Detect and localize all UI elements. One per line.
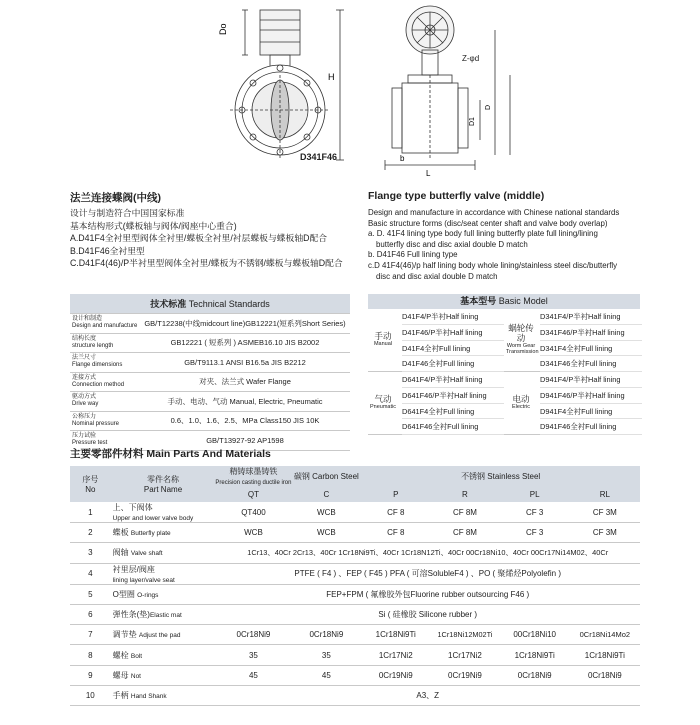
svg-text:D1: D1 xyxy=(469,117,476,126)
table-row: 1 上、下阀体 Upper and lower valve body QT400 WCB CF 8 CF 8M CF 3 CF 3M xyxy=(70,502,640,523)
list-item: D941F4全衬Full lining xyxy=(540,404,642,420)
list-item: D41F46/P半衬Half lining xyxy=(402,325,504,341)
model-group: 手动 Manual D41F4/P半衬Half lining D41F46/P半衬Half lining D41F4全衬Full lining D41F46全衬Full lining 蜗轮传动 Worm Gear Transmission D341F4/P半衬Half lining D341F46/P半衬Half lining D341F4全衬Full lining D341F46全衬Full lining xyxy=(368,309,640,372)
intro-line: B.D41F46全衬里型 xyxy=(70,245,145,256)
intro-body-cn xyxy=(70,207,343,270)
table-row: 连接方式 Connection method 对夹、法兰式 Wafer Flange xyxy=(70,372,350,392)
svg-text:b: b xyxy=(400,154,405,163)
list-item: D641F4全衬Full lining xyxy=(402,404,504,420)
tech-header: 技术标准 Technical Standards xyxy=(70,294,350,314)
table-header-row xyxy=(70,466,640,486)
table-row: 驱动方式 Drive way 手动、电动、气动 Manual, Electric, Pneumatic xyxy=(70,392,350,412)
table-row: 7 调节垫 Adjust the pad 0Cr18Ni9 0Cr18Ni9 1Cr18Ni9Ti 1Cr18Ni12M02Ti 00Cr18Ni10 0Cr18Ni14Mo2 xyxy=(70,625,640,645)
list-item: D641F46全衬Full lining xyxy=(402,419,504,435)
model-label: D341F46 xyxy=(300,152,338,162)
intro-line: 设计与制造符合中国国家标准 xyxy=(70,208,185,218)
table-row: 2 蝶板 Butterfly plate WCB WCB CF 8 CF 8M CF 3 CF 3M xyxy=(70,523,640,543)
model-group: 气动 Pneumatic D641F4/P半衬Half lining D641F46/P半衬Half lining D641F4全衬Full lining D641F46全衬Full lining 电动 Electric D941F4/P半衬Half lining D941F46/P半衬Half lining D941F4全衬Full lining D941F46全衬Full lining xyxy=(368,372,640,435)
list-item: D41F46全衬Full lining xyxy=(402,356,504,372)
materials-table xyxy=(70,466,640,706)
table-row: 8 螺栓 Bolt 35 35 1Cr17Ni2 1Cr17Ni2 1Cr18Ni9Ti 1Cr18Ni9Ti xyxy=(70,645,640,665)
header-part: 零件名称 Part Name xyxy=(143,475,183,494)
list-item: D641F46/P半衬Half lining xyxy=(402,388,504,404)
technical-standards-table xyxy=(70,294,350,451)
intro-line: a. D. 41F4 lining type body full lining butterfly plate full lining/lining xyxy=(368,229,598,239)
list-item: D641F4/P半衬Half lining xyxy=(402,372,504,388)
list-item: D341F46/P半衬Half lining xyxy=(540,325,642,341)
table-row: 6 弹性条(垫)Elastic mat Si ( 硅橡胶 Silicone rubber ) xyxy=(70,604,640,624)
table-row: 结构长度 structure length GB12221 ( 短系列 ) ASMEB16.10 JIS B2002 xyxy=(70,333,350,353)
list-item: D41F4/P半衬Half lining xyxy=(402,309,504,325)
list-item: D341F4全衬Full lining xyxy=(540,341,642,357)
intro-body-en xyxy=(368,208,619,282)
intro-title-en: Flange type butterfly valve (middle) xyxy=(368,190,545,202)
intro-line: C.D41F4(46)/P半衬里型阀体全衬里/蝶板为不锈钢/蝶板与蝶板轴D配合 xyxy=(70,258,343,268)
list-item: D941F46全衬Full lining xyxy=(540,419,642,435)
intro-line: A.D41F4全衬里型阀体全衬里/蝶板全衬里/衬层蝶板与蝶板轴D配合 xyxy=(70,233,328,243)
svg-text:H: H xyxy=(328,72,335,82)
table-header-row: QT C P R PL RL xyxy=(70,486,640,502)
table-row: 压力试验 Pressure test GB/T13927-92 AP1598 xyxy=(70,431,350,451)
valve-side-drawing xyxy=(370,0,530,180)
list-item: D341F4/P半衬Half lining xyxy=(540,309,642,325)
table-row: 公称压力 Nominal pressure 0.6、1.0、1.6、2.5、MPa Class150 JIS 10K xyxy=(70,411,350,431)
intro-line: Design and manufacture in accordance with Chinese national standards xyxy=(368,208,620,217)
intro-line: Basic structure forms (disc/seat center shaft and valve body overlap) xyxy=(368,218,608,228)
list-item: D41F4全衬Full lining xyxy=(402,341,504,357)
svg-text:D: D xyxy=(485,104,492,110)
table-row: 5 O型圈 O-rings FEP+FPM ( 氟橡胶外包Fluorine rubber outsourcing F46 ) xyxy=(70,584,640,604)
basic-header: 基本型号 Basic Model xyxy=(368,294,640,309)
list-item: D941F46/P半衬Half lining xyxy=(540,388,642,404)
table-row: 设计和制造 Design and manufacture GB/T12238(中线midcourt line)GB12221(短系列Short Series) xyxy=(70,314,350,334)
table-row: 10 手柄 Hand Shank A3、Z xyxy=(70,686,640,706)
header-no: 序号 No xyxy=(82,475,99,494)
intro-title-cn: 法兰连接蝶阀(中线) xyxy=(70,192,161,204)
svg-text:L: L xyxy=(426,169,431,178)
svg-text:Do: Do xyxy=(218,23,228,35)
table-row: 法兰尺寸 Flange dimensions GB/T9113.1 ANSI B16.5a JIS B2212 xyxy=(70,353,350,373)
header-qt: 精铸球墨铸铁 Precision casting ductile iron xyxy=(215,467,292,486)
intro-line: disc and disc axial double D match xyxy=(376,271,498,281)
basic-model-table xyxy=(368,294,640,435)
header-stainless-steel: 不锈钢 Stainless Steel xyxy=(461,471,541,481)
intro-line: c.D 41F4(46)/p half lining body whole lining/stainless steel disc/butterfly xyxy=(368,260,618,270)
header-carbon-steel: 碳钢 Carbon Steel xyxy=(293,471,359,481)
intro-line: b. D41F46 Full lining type xyxy=(368,250,458,260)
list-item: D941F4/P半衬Half lining xyxy=(540,372,642,388)
table-row: 3 阀轴 Valve shaft 1Cr13、40Cr 2Cr13、40Cr 1Cr18Ni9Ti、40Cr 1Cr18N12Ti、40Cr 00Cr18Ni10、40Cr 00Cr17Ni14M02、40Cr xyxy=(70,543,640,563)
table-row: 4 衬里层/阀座 lining layer/valve seat PTFE ( F4 ) 、FEP ( F45 ) PFA ( 可溶SolubleF4 ) 、PO ( 聚烯烃Polyolefin ) xyxy=(70,563,640,584)
intro-line: butterfly disc and disc axial double D match xyxy=(376,239,528,249)
materials-title: 主要零部件材料 Main Parts And Materials xyxy=(70,448,271,460)
table-row: 9 螺母 Not 45 45 0Cr19Ni9 0Cr19Ni9 0Cr18Ni9 0Cr18Ni9 xyxy=(70,665,640,685)
intro-line: 基本结构形式(蝶板轴与阀体/阀座中心重合) xyxy=(70,220,237,231)
list-item: D341F46全衬Full lining xyxy=(540,356,642,372)
z-label: Z-φd xyxy=(462,54,480,63)
